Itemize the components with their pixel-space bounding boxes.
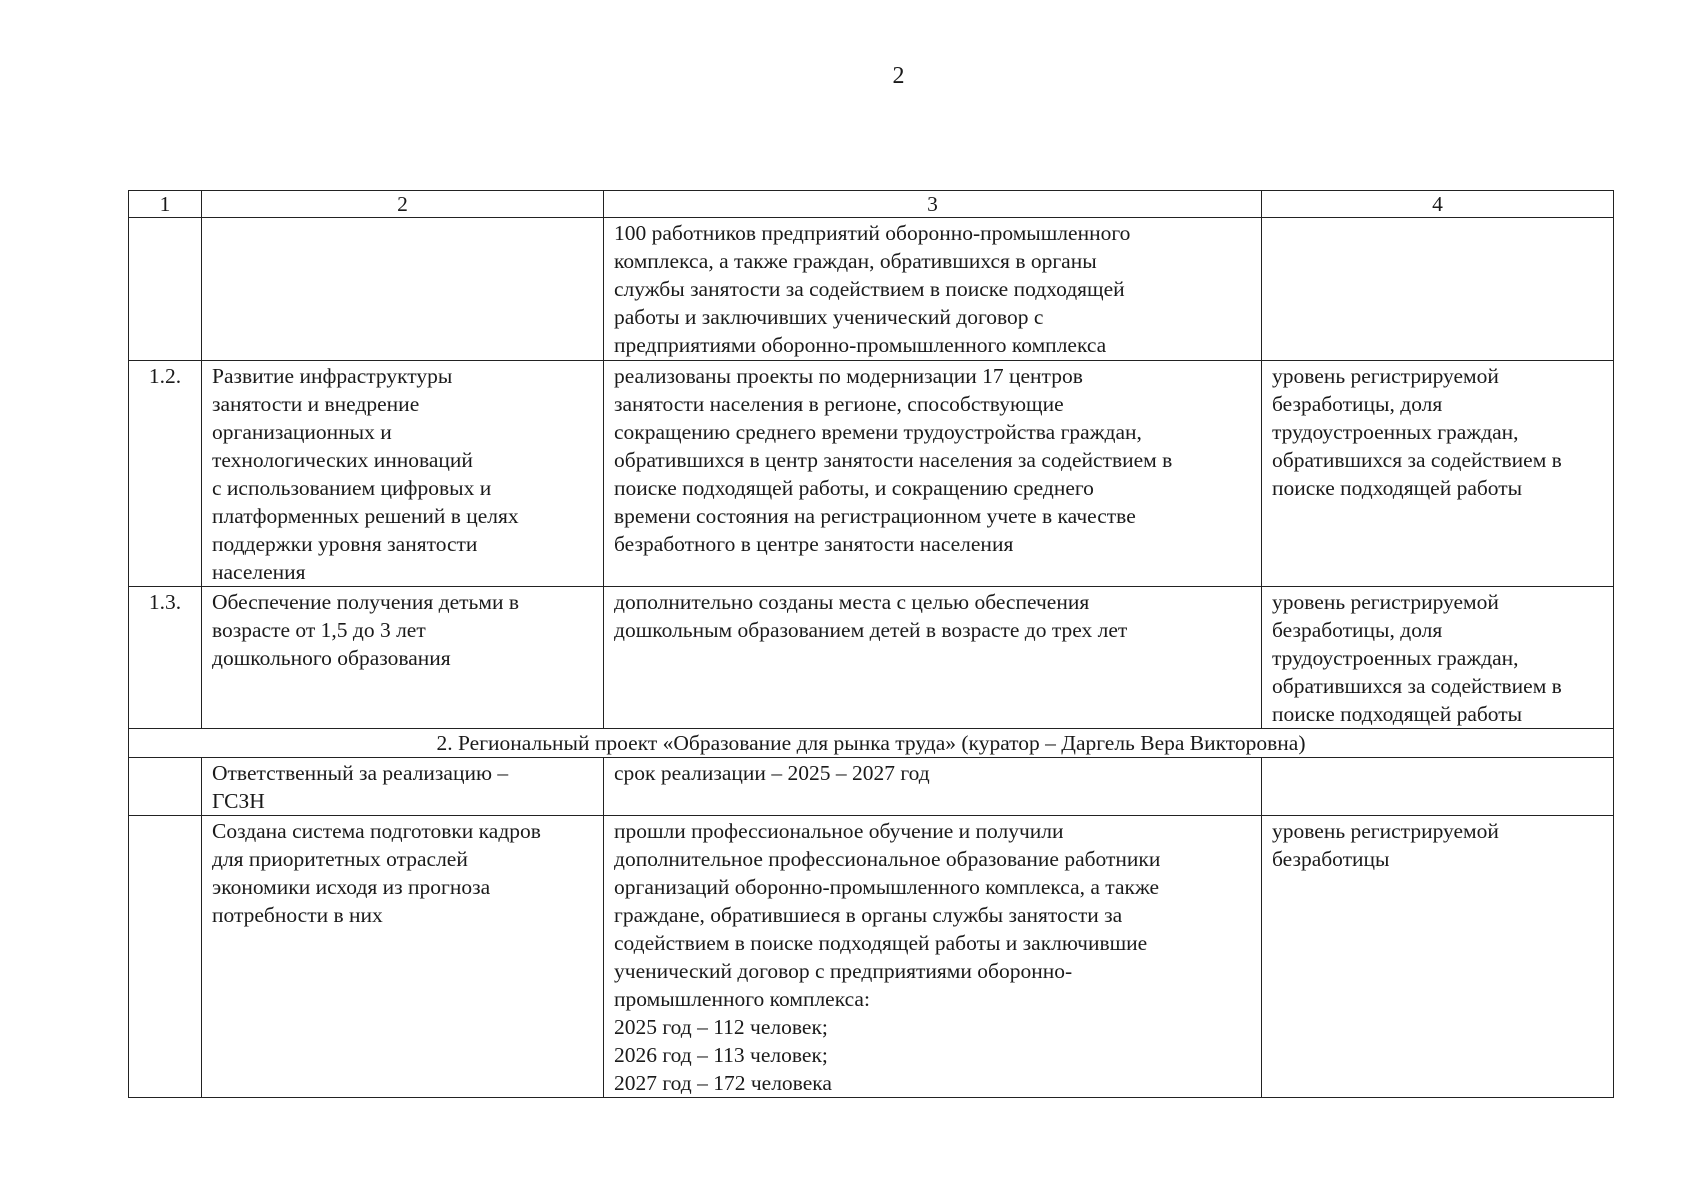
header-col-3: 3 [604,191,1262,218]
header-col-4: 4 [1262,191,1614,218]
row-number [129,758,202,816]
page-number: 2 [892,63,905,89]
header-col-1: 1 [129,191,202,218]
table-row [129,587,1614,729]
task-cell: Развитие инфраструктуры занятости и внедрение организационных и технологических инноваций с использованием цифровых и платформенных решений в целях поддержки уровня занятости населения [202,361,604,587]
row-number: 1.2. [129,361,202,587]
indicator-cell: уровень регистрируемой безработицы [1262,816,1614,1098]
table-row [129,361,1614,587]
result-cell: 100 работников предприятий оборонно-промышленного комплекса, а также граждан, обратившихся в органы службы занятости за содействием в поиске подходящей работы и заключивших ученический договор с предприятиями оборонно-промышленного комплекса [604,218,1262,361]
result-cell: дополнительно созданы места с целью обеспечения дошкольным образованием детей в возрасте до трех лет [604,587,1262,729]
task-cell: Ответственный за реализацию – ГСЗН [202,758,604,816]
task-cell: Обеспечение получения детьми в возрасте от 1,5 до 3 лет дошкольного образования [202,587,604,729]
row-number [129,218,202,361]
table-row [129,758,1614,816]
row-number [129,816,202,1098]
result-cell: срок реализации – 2025 – 2027 год [604,758,1262,816]
result-cell: прошли профессиональное обучение и получили дополнительное профессиональное образование работники организаций оборонно-промышленного комплекса, а также граждане, обратившиеся в органы службы занятости за содействием в поиске подходящей работы и заключившие ученический договор с предприятиями оборонно- промышленного комплекса: 2025 год – 112 человек; 2026 год – 113 человек; 2027 год – 172 человека [604,816,1262,1098]
table-row [129,218,1614,361]
indicator-cell [1262,758,1614,816]
indicator-cell: уровень регистрируемой безработицы, доля трудоустроенных граждан, обратившихся за содействием в поиске подходящей работы [1262,587,1614,729]
table-row [129,816,1614,1098]
result-cell: реализованы проекты по модернизации 17 центров занятости населения в регионе, способствующие сокращению среднего времени трудоустройства граждан, обратившихся в центр занятости населения за содействием в поиске подходящей работы, и сокращению среднего времени состояния на регистрационном учете в качестве безработного в центре занятости населения [604,361,1262,587]
task-cell [202,218,604,361]
section-row [129,729,1614,758]
header-col-2: 2 [202,191,604,218]
indicator-cell: уровень регистрируемой безработицы, доля трудоустроенных граждан, обратившихся за содействием в поиске подходящей работы [1262,361,1614,587]
section-title: 2. Региональный проект «Образование для рынка труда» (куратор – Даргель Вера Викторовна) [129,729,1614,758]
task-cell: Создана система подготовки кадров для приоритетных отраслей экономики исходя из прогноза потребности в них [202,816,604,1098]
table-header-row [129,191,1614,218]
indicator-cell [1262,218,1614,361]
row-number: 1.3. [129,587,202,729]
program-table [128,190,1614,1098]
